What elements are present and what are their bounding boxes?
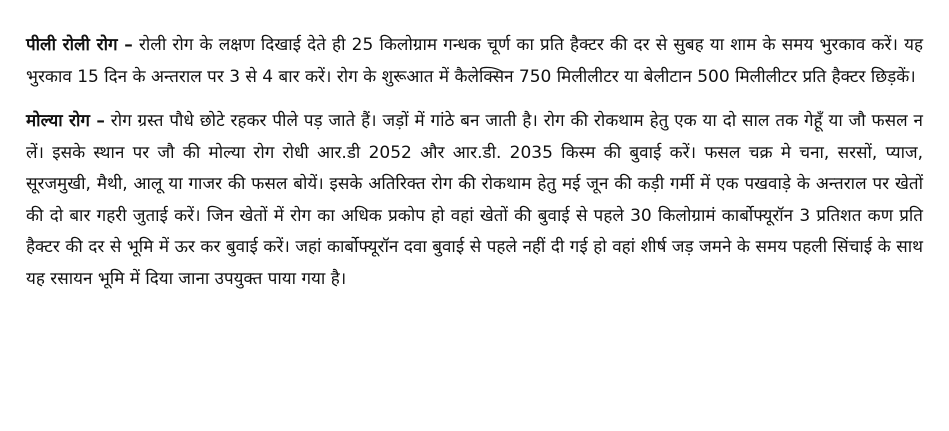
paragraph-molya-disease [26, 106, 923, 295]
paragraph-yellow-rust [26, 30, 923, 93]
body-yellow-rust: रोली रोग के लक्षण दिखाई देते ही 25 किलोग्राम गन्धक चूर्ण का प्रति हैक्टर की दर से सुबह या शाम के समय भुरकाव करें। यह भुरकाव 15 दिन के अन्तराल पर 3 से 4 बार करें। रोग के शुरूआत में कैलेक्सिन 750 मिलीलीटर या बेलीटान 500 मिलीलीटर प्रति हैक्टर छिड़कें। [26, 35, 923, 87]
body-molya-disease: रोग ग्रस्त पौधे छोटे रहकर पीले पड़ जाते हैं। जड़ों में गांठे बन जाती है। रोग की रोकथाम हेतु एक या दो साल तक गेहूँ या जौ फसल न लें। इसके स्थान पर जौ की मोल्या रोग रोधी आर.डी 2052 और आर.डी. 2035 किस्म की बुवाई करें। फसल चक्र मे चना, सरसों, प्याज, सूरजमुखी, मैथी, आलू या गाजर की फसल बोयें। इसके अतिरिक्त रोग की रोकथाम हेतु मई जून की कड़ी गर्मी में एक पखवाड़े के अन्तराल पर खेतों की दो बार गहरी जुताई करें। जिन खेतों में रोग का अधिक प्रकोप हो वहां खेतों की बुवाई से पहले 30 किलोग्रामं कार्बोफ्यूरॉन 3 प्रतिशत कण प्रति हैक्टर की दर से भूमि में ऊर कर बुवाई करें। जहां कार्बोफ्यूरॉन दवा बुवाई से पहले नहीं दी गई हो वहां शीर्ष जड़ जमने के समय पहली सिंचाई के साथ यह रसायन भूमि में दिया जाना उपयुक्त पाया गया है। [26, 111, 923, 289]
heading-yellow-rust: पीली रोली रोग – [26, 35, 133, 55]
heading-molya-disease: मोल्या रोग – [26, 111, 105, 131]
